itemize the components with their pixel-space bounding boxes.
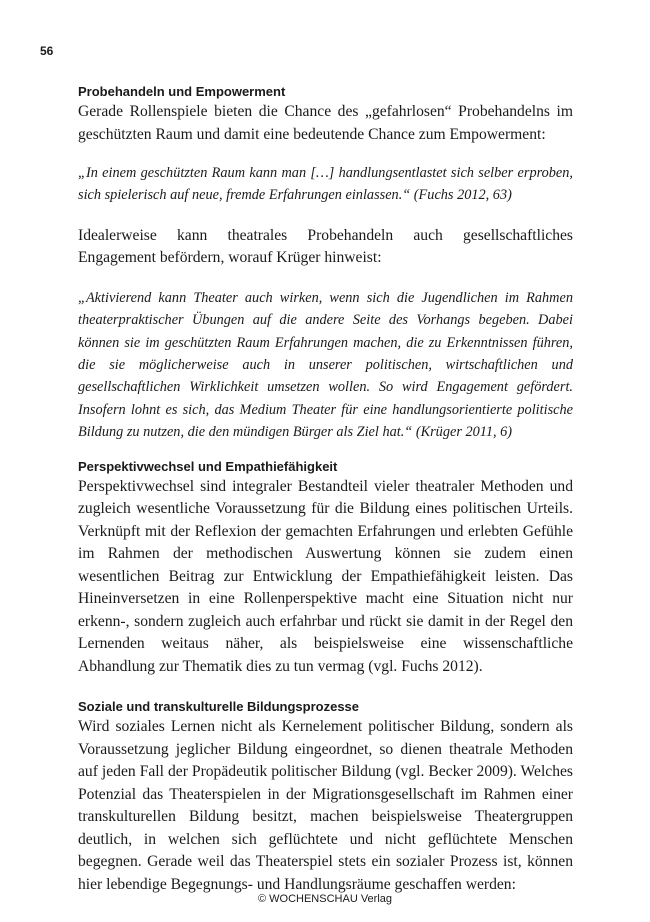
footer-publisher: © WOCHENSCHAU Verlag bbox=[257, 893, 393, 905]
page-number: 56 bbox=[40, 44, 54, 58]
section-heading-soziale-bildung: Soziale und transkulturelle Bildungsprozesse bbox=[78, 699, 360, 715]
paragraph-intro: Gerade Rollenspiele bieten die Chance des „gefahrlosen“ Probehandelns im geschützten Raum und damit eine bedeutende Chance zum Empowerment: bbox=[78, 103, 573, 143]
block-quote-fuchs: „In einem geschützten Raum kann man […] handlungsentlastet sich selber erproben, sich spielerisch auf neue, fremde Erfahrungen einlassen.“ (Fuchs 2012, 63) bbox=[78, 165, 573, 204]
paragraph-engagement: Idealerweise kann theatrales Probehandeln auch gesellschaftliches Engagement befördern, worauf Krüger hinweist: bbox=[78, 226, 573, 267]
page-content bbox=[78, 82, 573, 896]
section-heading-perspektivwechsel: Perspektivwechsel und Empathiefähigkeit bbox=[78, 458, 338, 474]
section-heading-probehandeln: Probehandeln und Empowerment bbox=[78, 84, 286, 99]
paragraph-perspektivwechsel: Perspektivwechsel sind integraler Bestandteil vieler theatraler Methoden und zugleich wesentliche Voraussetzung für die Bildung eines politischen Urteils. Verknüpft mit der Reflexion der gemachten Erfahrungen und erlebten Gefühle im Rahmen der methodischen Auswertung können sie zudem einen wesentlichen Beitrag zur Entwicklung der Empathiefähigkeit leisten. Das Hineinversetzen in eine Rollenperspektive macht eine Situation nicht nur erkenn-, sondern zugleich auch erfahrbar und rückt sie damit in der Regel den Lernenden weitaus näher, als beispielsweise eine wissenschaftliche Abhandlung zur Thematik dies zu tun vermag (vgl. Fuchs 2012). bbox=[78, 477, 573, 675]
paragraph-soziale-bildung: Wird soziales Lernen nicht als Kernelement politischer Bildung, sondern als Voraussetzung jeglicher Bildung eingeordnet, so dienen theatrale Methoden auf jeden Fall der Propädeutik politischer Bildung (vgl. Becker 2009). Welches Potenzial das Theaterspielen in der Migrationsgesellschaft im Rahmen einer transkulturellen Bildung besitzt, machen beispielsweise Theatergruppen deutlich, in welchen sich geflüchtete und nicht geflüchtete Menschen begegnen. Gerade weil das Theaterspiel stets ein sozialer Prozess ist, können hier lebendige Begegnungs- und Handlungsräume geschaffen werden: bbox=[78, 718, 573, 893]
block-quote-krueger: „Aktivierend kann Theater auch wirken, wenn sich die Jugendlichen im Rahmen theaterpraktischer Übungen auf die andere Seite des Vorhangs begeben. Dabei können sie im geschützten Raum Erfahrungen machen, die zu Erkenntnissen führen, die sie möglicherweise auch in unserer politischen, wirtschaftlichen und gesellschaftlichen Wirklichkeit umsetzen wollen. So wird Engagement gefördert. Insofern lohnt es sich, das Medium Theater für eine handlungsorientierte politische Bildung zu nutzen, die den mündigen Bürger als Ziel hat.“ (Krüger 2011, 6) bbox=[78, 289, 573, 441]
